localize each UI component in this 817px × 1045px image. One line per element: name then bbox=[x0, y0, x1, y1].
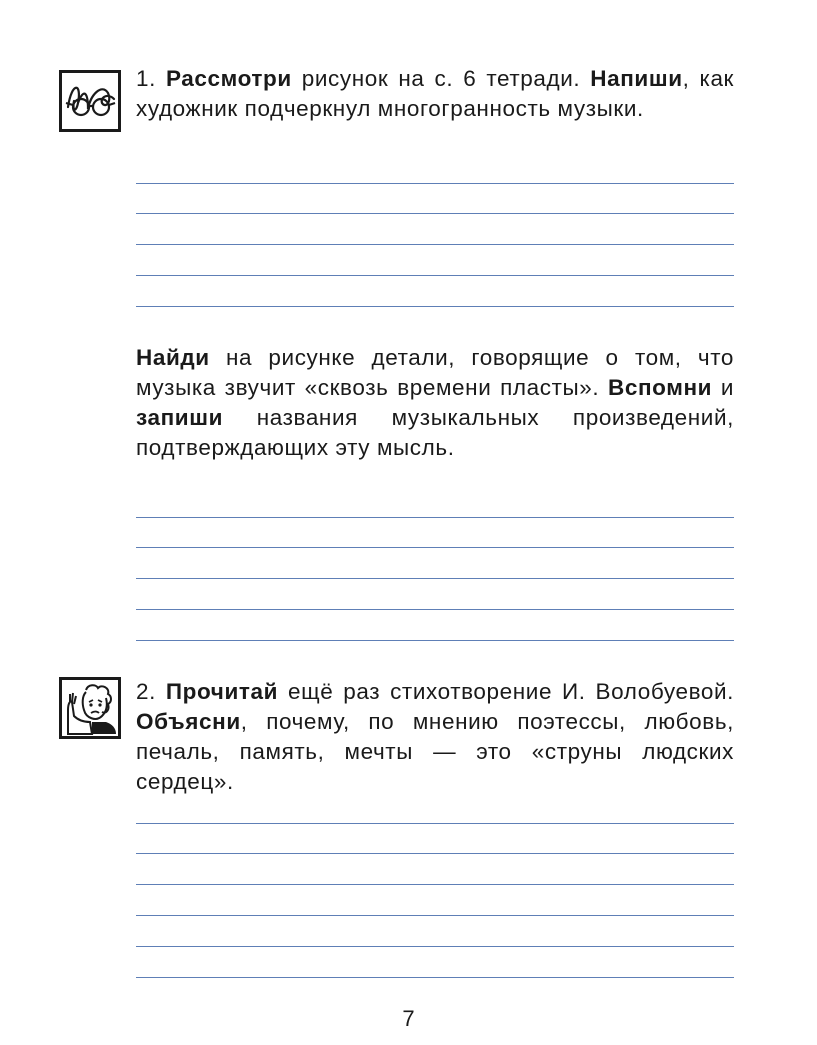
task-1-number: 1. bbox=[136, 66, 156, 91]
task-1b-verb-recall: Вспомни bbox=[608, 375, 713, 400]
page-number: 7 bbox=[402, 1006, 415, 1031]
glasses-writing-icon bbox=[59, 70, 121, 132]
task-2-verb-explain: Объясни bbox=[136, 709, 241, 734]
task-1-verb-write: Напиши bbox=[590, 66, 683, 91]
task-1-verb-examine: Рассмотри bbox=[165, 66, 292, 91]
task-2-number: 2. bbox=[136, 679, 156, 704]
task-1b-verb-note: запиши bbox=[136, 405, 224, 430]
task-1b-instruction: Найди на рисунке детали, говорящие о том, что музыка звучит «сквозь времени пласты». Вспомни и запиши названия музыкальных произведений, подтверждающих эту мысль. bbox=[136, 345, 735, 460]
task-2-verb-read: Прочитай bbox=[165, 679, 279, 704]
task-1b-verb-find: Найди bbox=[136, 345, 210, 370]
task-2-instruction: 2. Прочитай ещё раз стихотворение И. Волобуевой. Объясни, почему, по мнению поэтессы, любовь, печаль, память, мечты — это «струны людских сердец». bbox=[136, 679, 735, 794]
thinking-boy-icon bbox=[59, 677, 121, 739]
task-1-instruction: 1. Рассмотри рисунок на с. 6 тетради. Напиши, как художник подчеркнул многогранность музыки. bbox=[136, 66, 734, 121]
